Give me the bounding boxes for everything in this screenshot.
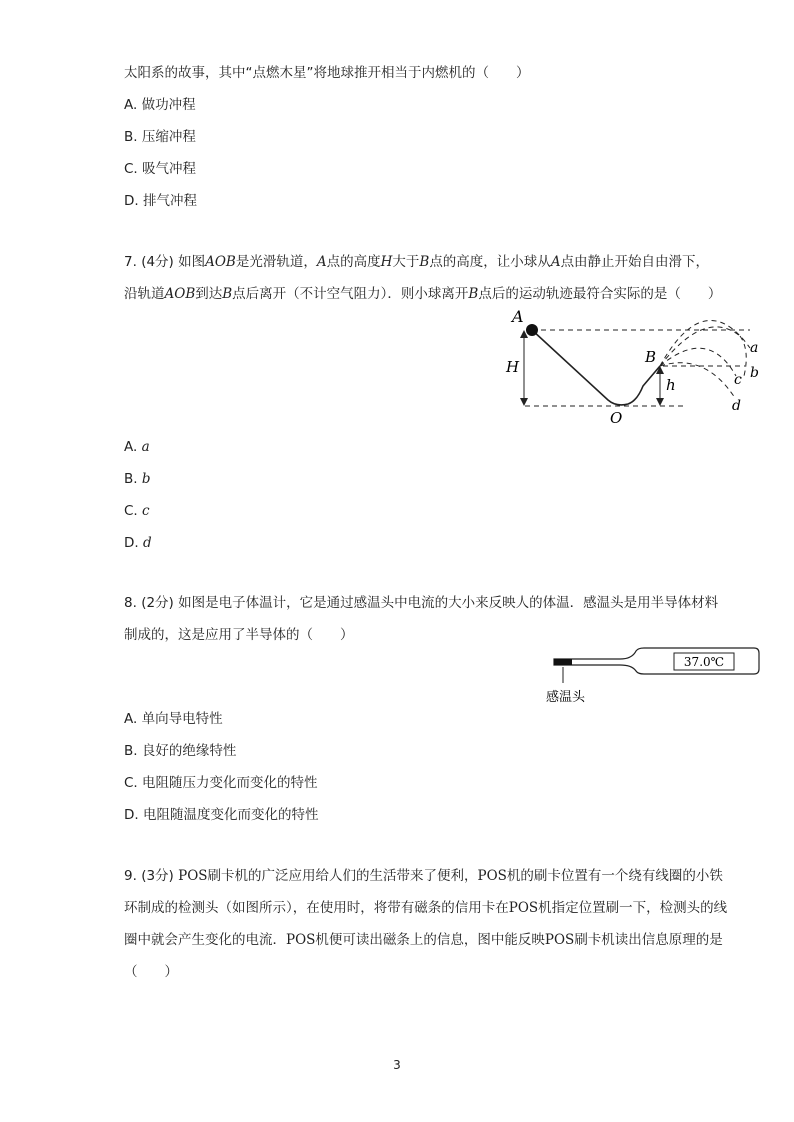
option-label: A.: [124, 439, 138, 455]
label-o-point: O: [610, 409, 623, 427]
q9-text: 机的刷卡位置有一个绕有线圈的小铁: [506, 868, 723, 884]
option-label: B.: [124, 471, 138, 487]
q7-text: 如图: [178, 254, 206, 270]
q7-var: B: [419, 254, 430, 270]
q7-stem-line1: [124, 252, 709, 272]
q8-stem-line1: [124, 593, 718, 613]
probe-tip: [554, 659, 572, 665]
option-label: C.: [124, 503, 138, 519]
trajectory-b-lower: [740, 336, 746, 376]
q9-stem-line4: （ ）: [124, 964, 178, 980]
q7-text: 大于: [392, 254, 420, 270]
q9-score: (3分): [141, 868, 174, 884]
q8-stem-line2: 制成的，这是应用了半导体的（ ）: [124, 627, 354, 643]
q7-text: 到达: [195, 286, 223, 302]
option-value: a: [141, 439, 150, 455]
q7-text: 沿轨道: [124, 286, 165, 302]
q6-option-a: A. 做功冲程: [124, 97, 196, 113]
q8-score: (2分): [141, 595, 174, 611]
page-number: 3: [393, 1058, 401, 1072]
arrow-head-down: [656, 398, 664, 406]
q7-text: 点的高度: [326, 254, 381, 270]
label-a-point: A: [512, 307, 524, 326]
q7-var: A: [550, 254, 561, 270]
q9-text: 圈中就会产生变化的电流．: [124, 932, 286, 948]
q7-var: A: [316, 254, 327, 270]
q6-option-b: B. 压缩冲程: [124, 129, 196, 145]
q8-thermometer-figure: [540, 645, 770, 707]
q9-stem-line3: [124, 930, 723, 950]
option-value: d: [142, 535, 152, 551]
q6-stem-tail: 太阳系的故事，其中“点燃木星”将地球推开相当于内燃机的（ ）: [124, 65, 530, 81]
label-big-h: H: [506, 358, 520, 376]
q8-option-d: D. 电阻随温度变化而变化的特性: [124, 807, 319, 823]
q9-term: POS: [508, 900, 539, 916]
q7-option-b: [124, 469, 151, 489]
label-trajectory-c: c: [734, 372, 742, 388]
q7-text: 点后离开（不计空气阻力）．则小球离开: [232, 286, 469, 302]
q8-option-c: C. 电阻随压力变化而变化的特性: [124, 775, 318, 791]
label-small-h: h: [666, 376, 676, 394]
option-value: b: [141, 471, 151, 487]
q7-text: 是光滑轨道，: [235, 254, 317, 270]
q7-text: 点后的运动轨迹最符合实际的是（ ）: [478, 286, 722, 302]
q9-stem-line1: [124, 866, 723, 886]
label-trajectory-d: d: [732, 398, 741, 414]
label-trajectory-b: b: [750, 365, 759, 381]
q9-stem-line2: [124, 898, 727, 918]
q9-text: 刷卡机的广泛应用给人们的生活带来了便利，: [207, 868, 478, 884]
q7-text: 点的高度，让小球从: [429, 254, 551, 270]
q7-option-c: [124, 501, 150, 521]
q9-text: 机便可读出磁条上的信息，图中能反映: [315, 932, 545, 948]
q7-var: AOB: [205, 254, 236, 270]
q9-term: POS: [544, 932, 575, 948]
q8-number: 8.: [124, 595, 137, 611]
q8-option-a: A. 单向导电特性: [124, 711, 223, 727]
arrow-head-down: [520, 398, 528, 406]
q9-term: POS: [477, 868, 507, 884]
q6-option-d: D. 排气冲程: [124, 193, 197, 209]
q7-score: (4分): [141, 254, 174, 270]
q9-term: POS: [178, 868, 208, 884]
q7-var: B: [468, 286, 479, 302]
q9-number: 9.: [124, 868, 137, 884]
trajectory-a: [660, 320, 750, 366]
q9-text: 刷卡机读出信息原理的是: [574, 932, 723, 948]
probe-label: 感温头: [546, 690, 586, 705]
q7-var: H: [380, 254, 393, 270]
q8-option-b: B. 良好的绝缘特性: [124, 743, 237, 759]
q9-text: 机指定位置刷一下，检测头的线: [538, 900, 728, 916]
aob-track: [532, 330, 660, 405]
option-value: c: [142, 503, 150, 519]
display-reading: 37.0℃: [683, 655, 725, 669]
label-b-point: B: [645, 348, 657, 366]
option-label: D.: [124, 535, 139, 551]
q6-option-c: C. 吸气冲程: [124, 161, 197, 177]
q7-var: B: [222, 286, 233, 302]
q7-option-d: [124, 533, 152, 553]
q8-text: 如图是电子体温计，它是通过感温头中电流的大小来反映人的体温．感温头是用半导体材料: [178, 595, 719, 611]
label-trajectory-a: a: [750, 340, 759, 356]
q9-text: 环制成的检测头（如图所示），在使用时，将带有磁条的信用卡在: [124, 900, 509, 916]
q7-track-figure: [500, 300, 770, 430]
q7-var: AOB: [164, 286, 196, 302]
ball: [526, 324, 538, 336]
q7-option-a: [124, 437, 150, 457]
q9-term: POS: [286, 932, 316, 948]
trajectory-c: [660, 348, 736, 376]
q7-number: 7.: [124, 254, 137, 270]
q7-text: 点由静止开始自由滑下，: [560, 254, 710, 270]
